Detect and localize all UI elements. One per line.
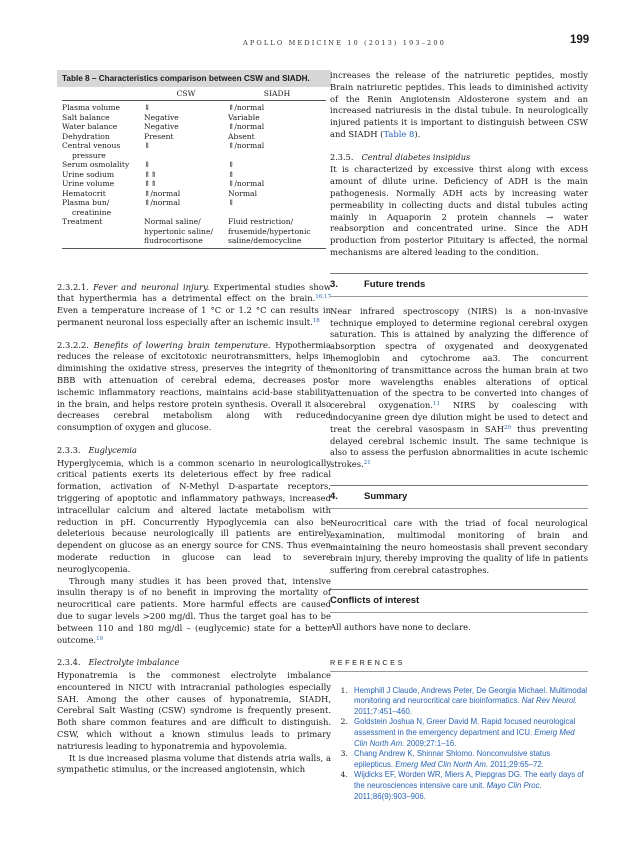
table-cell-label xyxy=(62,132,144,142)
table-row xyxy=(62,113,326,123)
table-header-cell: CSW xyxy=(176,89,196,98)
section-number: 4. xyxy=(330,491,338,503)
section-heading-3 xyxy=(330,274,588,296)
reference-text xyxy=(354,717,588,749)
csw-value: ⇑/normal xyxy=(144,198,181,207)
table-cell-csw xyxy=(144,103,228,113)
table-cell-csw xyxy=(144,141,228,160)
reference-volume: 2011;7:451–460. xyxy=(354,706,412,716)
subsection-number: 2.3.4. xyxy=(57,657,81,668)
table-cell-siadh xyxy=(228,170,326,180)
csw-value: Normal saline/ xyxy=(144,217,201,226)
paragraph-text: thus preventing delayed cerebral ischemic insult. The same technique is also to assess the perfusion abnormalities in acute ischemic strokes. xyxy=(330,423,588,470)
subsection-title: Central diabetes insipidus xyxy=(361,151,471,162)
reference-item[interactable] xyxy=(330,686,588,718)
row-label-continued: creatinine xyxy=(72,207,112,217)
csw-value: ⇓ xyxy=(144,160,151,169)
table-header-cell: SIADH xyxy=(263,89,291,98)
table-header-row xyxy=(62,87,326,101)
siadh-value: ⇓/normal xyxy=(228,179,265,188)
reference-journal: Emerg Med Clin North Am. xyxy=(395,759,489,769)
section-heading-4 xyxy=(330,486,588,508)
page-number: 199 xyxy=(570,34,590,46)
reference-number: 4. xyxy=(340,770,348,780)
subsection-title: Fever and neuronal injury. xyxy=(93,281,210,292)
siadh-value: frusemide/hypertonic xyxy=(228,226,311,236)
row-label: Urine sodium xyxy=(62,169,115,179)
siadh-value: Absent xyxy=(228,131,255,141)
paragraph-text: Experimental studies show that hyperthermia has a detrimental effect on the brain. xyxy=(57,281,331,304)
reference-authors-title: Hemphill J Claude, Andrews Peter, De Georgia Michael. Multimodal monitoring and neurocritical care bioinformatics. xyxy=(354,685,588,706)
page-header xyxy=(0,28,638,47)
subsection-heading-235 xyxy=(330,152,588,164)
subsection-number: 2.3.2.1. xyxy=(57,281,89,292)
citation[interactable]: 18 xyxy=(312,317,320,324)
row-label: Salt balance xyxy=(62,112,110,122)
table-cell-csw xyxy=(144,170,228,180)
paragraph-text: Even a temperature increase of 1 °C or 1.2 °C can results in permanent neuronal loss especially after an ischemic insult. xyxy=(57,305,331,327)
table-cell-csw xyxy=(144,113,228,123)
citation[interactable]: 11 xyxy=(432,401,440,408)
section-title: Future trends xyxy=(364,279,426,291)
table-cell-csw xyxy=(144,198,228,217)
table-row xyxy=(62,170,326,180)
reference-text xyxy=(354,686,588,718)
csw-value: ⇓ xyxy=(144,141,151,150)
section-number: 3. xyxy=(330,279,338,291)
row-label-continued: pressure xyxy=(72,150,106,160)
siadh-value: saline/democycline xyxy=(228,236,302,245)
reference-item[interactable] xyxy=(330,717,588,749)
table-cell-siadh xyxy=(228,141,326,160)
table-cell-siadh xyxy=(228,198,326,217)
subsection-title: Benefits of lowering brain temperature. xyxy=(93,339,271,350)
siadh-value: ⇑/normal xyxy=(228,103,265,112)
row-label: Hematocrit xyxy=(62,188,106,198)
reference-authors-title: Wijdicks EF, Worden WR, Miers A, Piepgras DG. The early days of the neurosciences intensive care unit. xyxy=(354,770,584,791)
csw-value: Negative xyxy=(144,112,179,122)
table-cell-siadh xyxy=(228,103,326,113)
table-cell-csw xyxy=(144,189,228,199)
paragraph-2321 xyxy=(57,282,331,329)
table-cell-label xyxy=(62,113,144,123)
paragraph-234-1: Hyponatremia is the commonest electrolyte imbalance encountered in NICU with intracranial pathologies especially SAH. Among the other causes of hyponatremia, SIADH, Cerebral Salt Wasting (CSW) syndrome is frequently present. Both share common features and are difficult to distinguish. CSW, which without a known stimulus leads to primary natriuresis leading to hyponatremia and hypovolemia. xyxy=(57,670,331,751)
table-cell-siadh xyxy=(228,122,326,132)
table-cell-label xyxy=(62,198,144,217)
reference-number: 2. xyxy=(340,717,348,727)
siadh-value: ⇑ xyxy=(228,169,235,179)
section-title: Summary xyxy=(364,491,408,503)
table-cell-siadh xyxy=(228,132,326,142)
csw-value: ⇑⇑ xyxy=(144,169,157,179)
reference-volume: 2009;27:1–16. xyxy=(404,738,457,748)
journal-running-head: APOLLO MEDICINE 10 (2013) 193–200 xyxy=(243,39,446,47)
reference-number: 1. xyxy=(340,685,348,695)
reference-text xyxy=(354,749,588,770)
table-cell-siadh xyxy=(228,189,326,199)
csw-value: Present xyxy=(144,131,174,141)
siadh-value: ⇑/normal xyxy=(228,122,265,131)
table-row xyxy=(62,132,326,142)
table-row xyxy=(62,198,326,217)
table-cell-label xyxy=(62,122,144,132)
table-cell-label xyxy=(62,189,144,199)
siadh-value: Fluid restriction/ xyxy=(228,217,294,226)
table-cell-label xyxy=(62,170,144,180)
csw-value: ⇑/normal xyxy=(144,188,181,198)
paragraph-summary: Neurocritical care with the triad of focal neurological examination, multimodal monitoring of brain and maintaining the neuro homeostasis shall prevent secondary brain injury, thereby improving the quality of life in patients suffering from cerebral catastrophes. xyxy=(330,517,588,576)
subsection-heading-234 xyxy=(57,657,331,669)
reference-journal: Nat Rev Neurol. xyxy=(521,696,578,706)
reference-number: 3. xyxy=(340,749,348,759)
table-cell-label xyxy=(62,141,144,160)
table-cell-label xyxy=(62,179,144,189)
csw-value: fludrocortisone xyxy=(144,236,203,245)
subsection-title: Euglycemia xyxy=(88,445,137,456)
subsection-heading-233 xyxy=(57,445,331,457)
paragraph-coi: All authors have none to declare. xyxy=(330,621,471,632)
row-label: Urine volume xyxy=(62,179,115,188)
table-cell-label xyxy=(62,103,144,113)
citation[interactable]: 21 xyxy=(363,460,371,467)
table-cell-csw xyxy=(144,179,228,189)
citation[interactable]: 19 xyxy=(96,635,104,642)
reference-volume: 2011;29:65–72. xyxy=(488,759,544,769)
table-cell-label xyxy=(62,217,144,246)
table-cell-siadh xyxy=(228,179,326,189)
siadh-value: ⇓ xyxy=(228,160,235,169)
table-row xyxy=(62,160,326,170)
reference-volume: 2011;86(9):903–906. xyxy=(354,791,426,801)
table-cell-csw xyxy=(144,160,228,170)
row-label: Plasma bun/ xyxy=(62,198,110,207)
table-row xyxy=(62,141,326,160)
paragraph-text: Through many studies it has been proved that, intensive insulin therapy is of no benefit in improving the mortality of neurocritical care patients. More harmful effects are caused due to sugar levels >200 mg/dl. Thus the target goal has to be between 110 and 180 mg/dl – (euglycemic) state for a better outcome. xyxy=(57,575,331,645)
section-heading-coi xyxy=(330,590,588,612)
reference-authors-title: Chang Andrew K, Shinnar Shlomo. Nonconvulsive status epilepticus. xyxy=(354,749,551,769)
reference-authors-title: Goldstein Joshua N, Greer David M. Rapid focused neurological assessment in the emergency department and ICU. xyxy=(354,717,576,738)
subsection-number: 2.3.3. xyxy=(57,445,81,456)
row-label: Treatment xyxy=(62,217,103,226)
subsection-number: 2.3.2.2. xyxy=(57,339,89,350)
row-label: Plasma volume xyxy=(62,103,120,112)
paragraph-text: Hypothermia reduces the release of excitotoxic neurotransmitters, helps in diminishing the oxidative stress, preserves the integrity of the BBB with attenuation of cerebral edema, decreases post ischemic inflammatory reactions, maintains acid-base stability in the brain, and helps restore protein synthesis. Overall it also decreases cerebral metabolism along with reduced consumption of oxygen and glucose. xyxy=(57,339,331,433)
section-title: Conflicts of interest xyxy=(330,595,420,607)
table-header-cell xyxy=(62,89,144,98)
table-body xyxy=(57,101,331,246)
table-row xyxy=(62,122,326,132)
reference-list xyxy=(330,686,588,803)
reference-journal: Mayo Clin Proc. xyxy=(486,781,542,791)
table-cell-siadh xyxy=(228,217,326,246)
table-cell-csw xyxy=(144,122,228,132)
row-label: Serum osmolality xyxy=(62,160,130,169)
paragraph-235: It is characterized by excessive thirst along with excess amount of dilute urine. Deficiency of ADH is the main pathogenesis. Normally ADH acts by increasing water permeability in collecting ducts and distal tubules acting mainly in Aquaporin 2 protein channels → water reabsorption and concentrated urine. Since the ADH production from posterior Pituitary is affected, the normal mechanisms are altered leading to the condition. xyxy=(330,164,588,257)
siadh-value: Variable xyxy=(228,112,260,122)
siadh-value: ⇑/normal xyxy=(228,141,265,150)
table-cell-csw xyxy=(144,217,228,246)
citation[interactable]: 20 xyxy=(504,424,511,431)
paragraph-future-trends xyxy=(330,306,588,471)
csw-value: ⇑⇑ xyxy=(144,179,157,188)
table-row xyxy=(62,217,326,246)
paragraph-2322 xyxy=(57,340,331,434)
reference-item[interactable] xyxy=(330,749,588,770)
siadh-value: Normal xyxy=(228,188,258,198)
siadh-value: ⇓ xyxy=(228,198,235,207)
row-label: Dehydration xyxy=(62,131,110,141)
table-cell-label xyxy=(62,160,144,170)
paragraph-text: increases the release of the natriuretic peptides, mostly Brain natriuretic peptides. This leads to diminished activity of the Renin Angiotensin Aldosterone system and an increased natriuresis in the distal tubule. In neurologically injured patients it is important to distinguish between CSW and SIADH ( xyxy=(330,70,588,139)
right-column xyxy=(330,70,588,802)
table-cell-siadh xyxy=(228,113,326,123)
paragraph-234-2: It is due increased plasma volume that distends atria walls, a sympathetic stimulus, or the increased angiotensin, which xyxy=(57,752,331,775)
subsection-number: 2.3.5. xyxy=(330,151,354,162)
paragraph-text: Near infrared spectroscopy (NIRS) is a non-invasive technique employed to determine regional cerebral oxygen saturation. This is attained by analyzing the difference of absorption spectra of oxygenated and deoxygenated hemoglobin and cytochrome aa3. The concurrent monitoring of transmittance across the human brain at two or more wavelengths enables alterations of optical attenuation of the spectra to be converted into changes of cerebral oxygenation. xyxy=(330,305,588,411)
csw-value: hypertonic saline/ xyxy=(144,226,214,236)
subsection-title: Electrolyte imbalance xyxy=(88,657,180,668)
paragraph-text: ). xyxy=(414,128,421,139)
paragraph-intro xyxy=(330,70,588,141)
reference-journal: Emerg Med Clin North Am. xyxy=(354,728,575,748)
table-row xyxy=(62,103,326,113)
csw-value: ⇓ xyxy=(144,103,151,112)
reference-item[interactable] xyxy=(330,770,588,802)
references-heading: REFERENCES xyxy=(330,657,405,667)
reference-text xyxy=(354,770,588,802)
table-cell-csw xyxy=(144,132,228,142)
paragraph-233-2 xyxy=(57,576,331,647)
citation[interactable]: 16,17 xyxy=(315,294,331,301)
table-cell-siadh xyxy=(228,160,326,170)
table-caption: Table 8 – Characteristics comparison between CSW and SIADH. xyxy=(57,70,331,87)
row-label: Water balance xyxy=(62,122,118,131)
row-label: Central venous xyxy=(62,141,121,150)
paragraph-text: NIRS by coalescing with indocyanine green dye dilution might be used to detect and treat the cerebral vasospasm in SAH xyxy=(330,400,589,434)
table-row xyxy=(62,189,326,199)
table-row xyxy=(62,179,326,189)
comparison-table xyxy=(57,70,331,249)
left-column xyxy=(57,70,331,776)
paragraph-233-1: Hyperglycemia, which is a common scenario in neurologically critical patients exerts its deleterious effect by free radical formation, activation of N-Methyl D-aspartate receptors, triggering of apoptotic and inflammatory pathways, increased intracellular calcium and altered lactate metabolism with reduction in pH. Concurrently Hypoglycemia can also be deleterious because neurologically ill patients are entirely dependent on glucose as an energy source for CNS. Thus even moderate reduction in glucose can lead to severe neuroglycopenia. xyxy=(57,457,331,574)
table-link[interactable]: Table 8 xyxy=(383,128,415,139)
csw-value: Negative xyxy=(144,122,179,131)
